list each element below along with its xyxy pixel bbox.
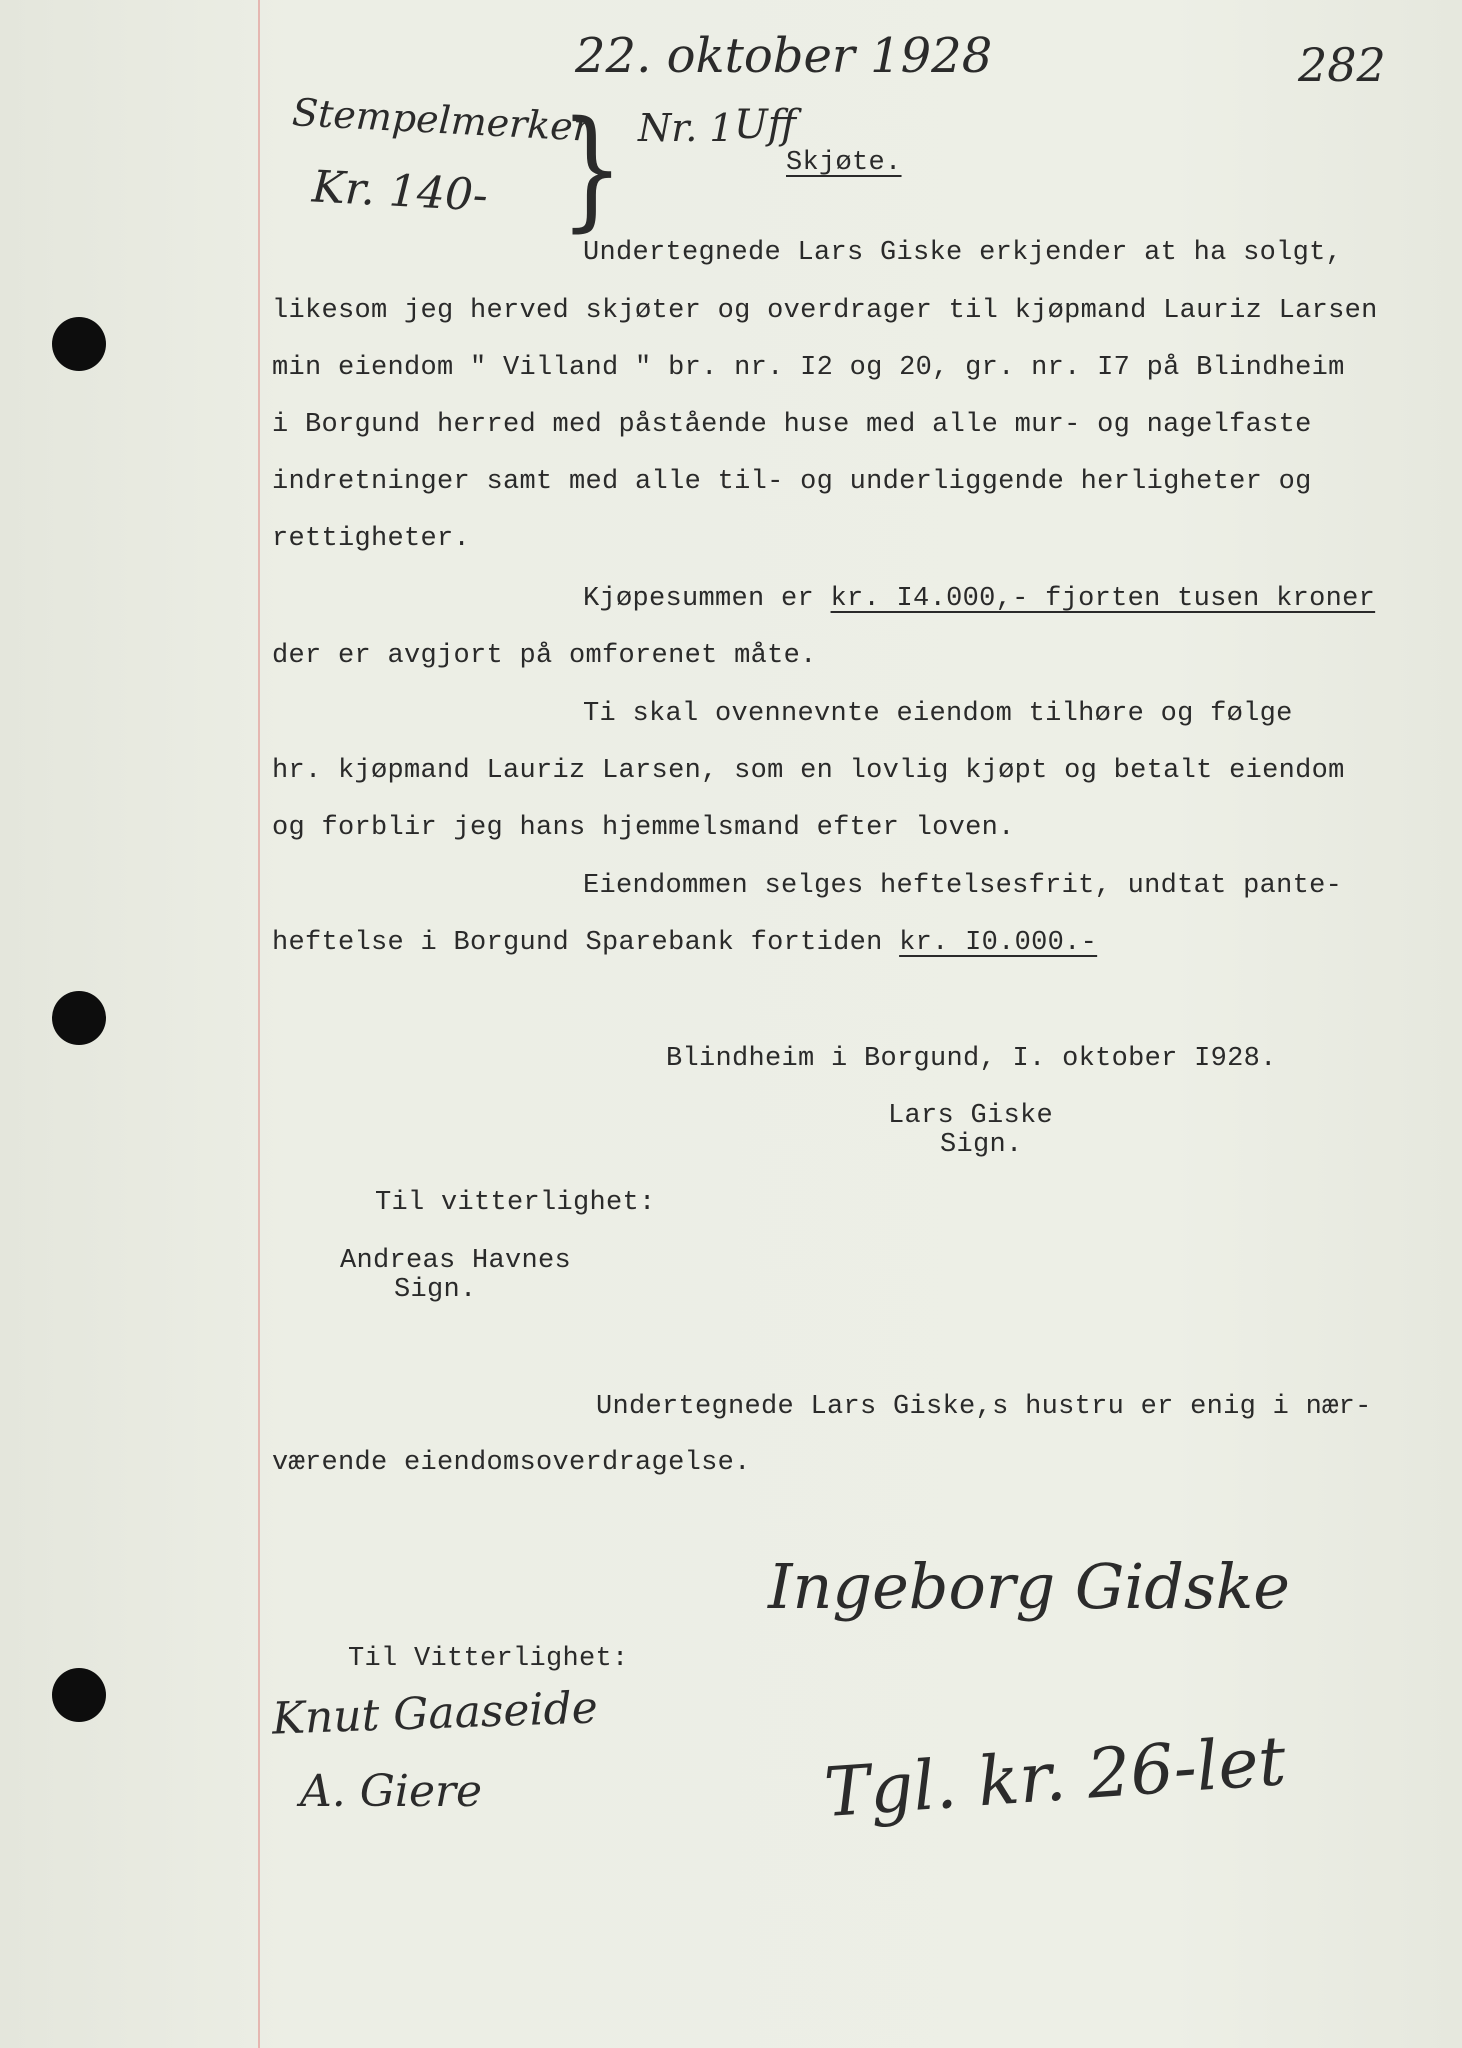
text-line: værende eiendomsoverdragelse. bbox=[272, 1448, 751, 1478]
punch-hole-icon bbox=[52, 991, 106, 1045]
text-line bbox=[272, 926, 1097, 960]
place-date: Blindheim i Borgund, I. oktober I928. bbox=[666, 1044, 1277, 1074]
mortgage-label: heftelse i Borgund Sparebank fortiden bbox=[272, 928, 900, 958]
text-line bbox=[583, 582, 1375, 616]
text-line: likesom jeg herved skjøter og overdrager til kjøpmand Lauriz Larsen bbox=[272, 296, 1378, 326]
text-line: Ti skal ovennevnte eiendom tilhøre og følge bbox=[583, 699, 1293, 729]
text-line: indretninger samt med alle til- og underliggende herligheter og bbox=[272, 467, 1312, 497]
handwritten-stamp-value: Kr. 140- bbox=[310, 161, 490, 222]
text-line: i Borgund herred med påstående huse med alle mur- og nagelfaste bbox=[272, 410, 1312, 440]
handwritten-fee: Tgl. kr. 26-let bbox=[821, 1721, 1289, 1834]
text-line: rettigheter. bbox=[272, 524, 471, 554]
text-line: min eiendom " Villand " br. nr. I2 og 20, gr. nr. I7 på Blindheim bbox=[272, 353, 1345, 383]
handwritten-bracket: } bbox=[560, 92, 624, 245]
punch-hole-icon bbox=[52, 317, 106, 371]
witness2-heading: Til Vitterlighet: bbox=[348, 1644, 629, 1674]
signature-witness-2: A. Giere bbox=[300, 1766, 483, 1817]
text-line: Eiendommen selges heftelsesfrit, undtat pante- bbox=[583, 871, 1343, 901]
handwritten-page-number: 282 bbox=[1298, 38, 1386, 92]
mortgage-amount: kr. I0.000.- bbox=[899, 928, 1098, 958]
purchase-label: Kjøpesummen er bbox=[583, 584, 831, 614]
text-line: Undertegnede Lars Giske erkjender at ha solgt, bbox=[583, 238, 1343, 268]
signature-wife: Ingeborg Gidske bbox=[768, 1550, 1290, 1623]
witness-heading: Til vitterlighet: bbox=[375, 1188, 656, 1218]
text-line: Undertegnede Lars Giske,s hustru er enig i nær- bbox=[596, 1392, 1372, 1422]
handwritten-ref-number: Nr. 1 bbox=[638, 106, 734, 150]
margin-rule bbox=[258, 0, 260, 2048]
handwritten-stamp-label: Stempelmerker bbox=[291, 90, 593, 150]
seller-name: Lars Giske bbox=[888, 1101, 1054, 1131]
punch-hole-icon bbox=[52, 1668, 106, 1722]
text-line: der er avgjort på omforenet måte. bbox=[272, 641, 817, 671]
witness-name: Andreas Havnes bbox=[340, 1246, 572, 1276]
purchase-amount: kr. I4.000,- fjorten tusen kroner bbox=[830, 584, 1376, 614]
seller-sign: Sign. bbox=[940, 1130, 1023, 1160]
text-line: og forblir jeg hans hjemmelsmand efter loven. bbox=[272, 813, 1015, 843]
text-line: hr. kjøpmand Lauriz Larsen, som en lovlig kjøpt og betalt eiendom bbox=[272, 756, 1345, 786]
document-title: Skjøte. bbox=[786, 148, 902, 178]
handwritten-ref-initials: Uff bbox=[734, 102, 797, 148]
signature-witness-1: Knut Gaaseide bbox=[271, 1682, 599, 1745]
witness-sign: Sign. bbox=[394, 1275, 477, 1305]
handwritten-date: 22. oktober 1928 bbox=[575, 28, 993, 84]
